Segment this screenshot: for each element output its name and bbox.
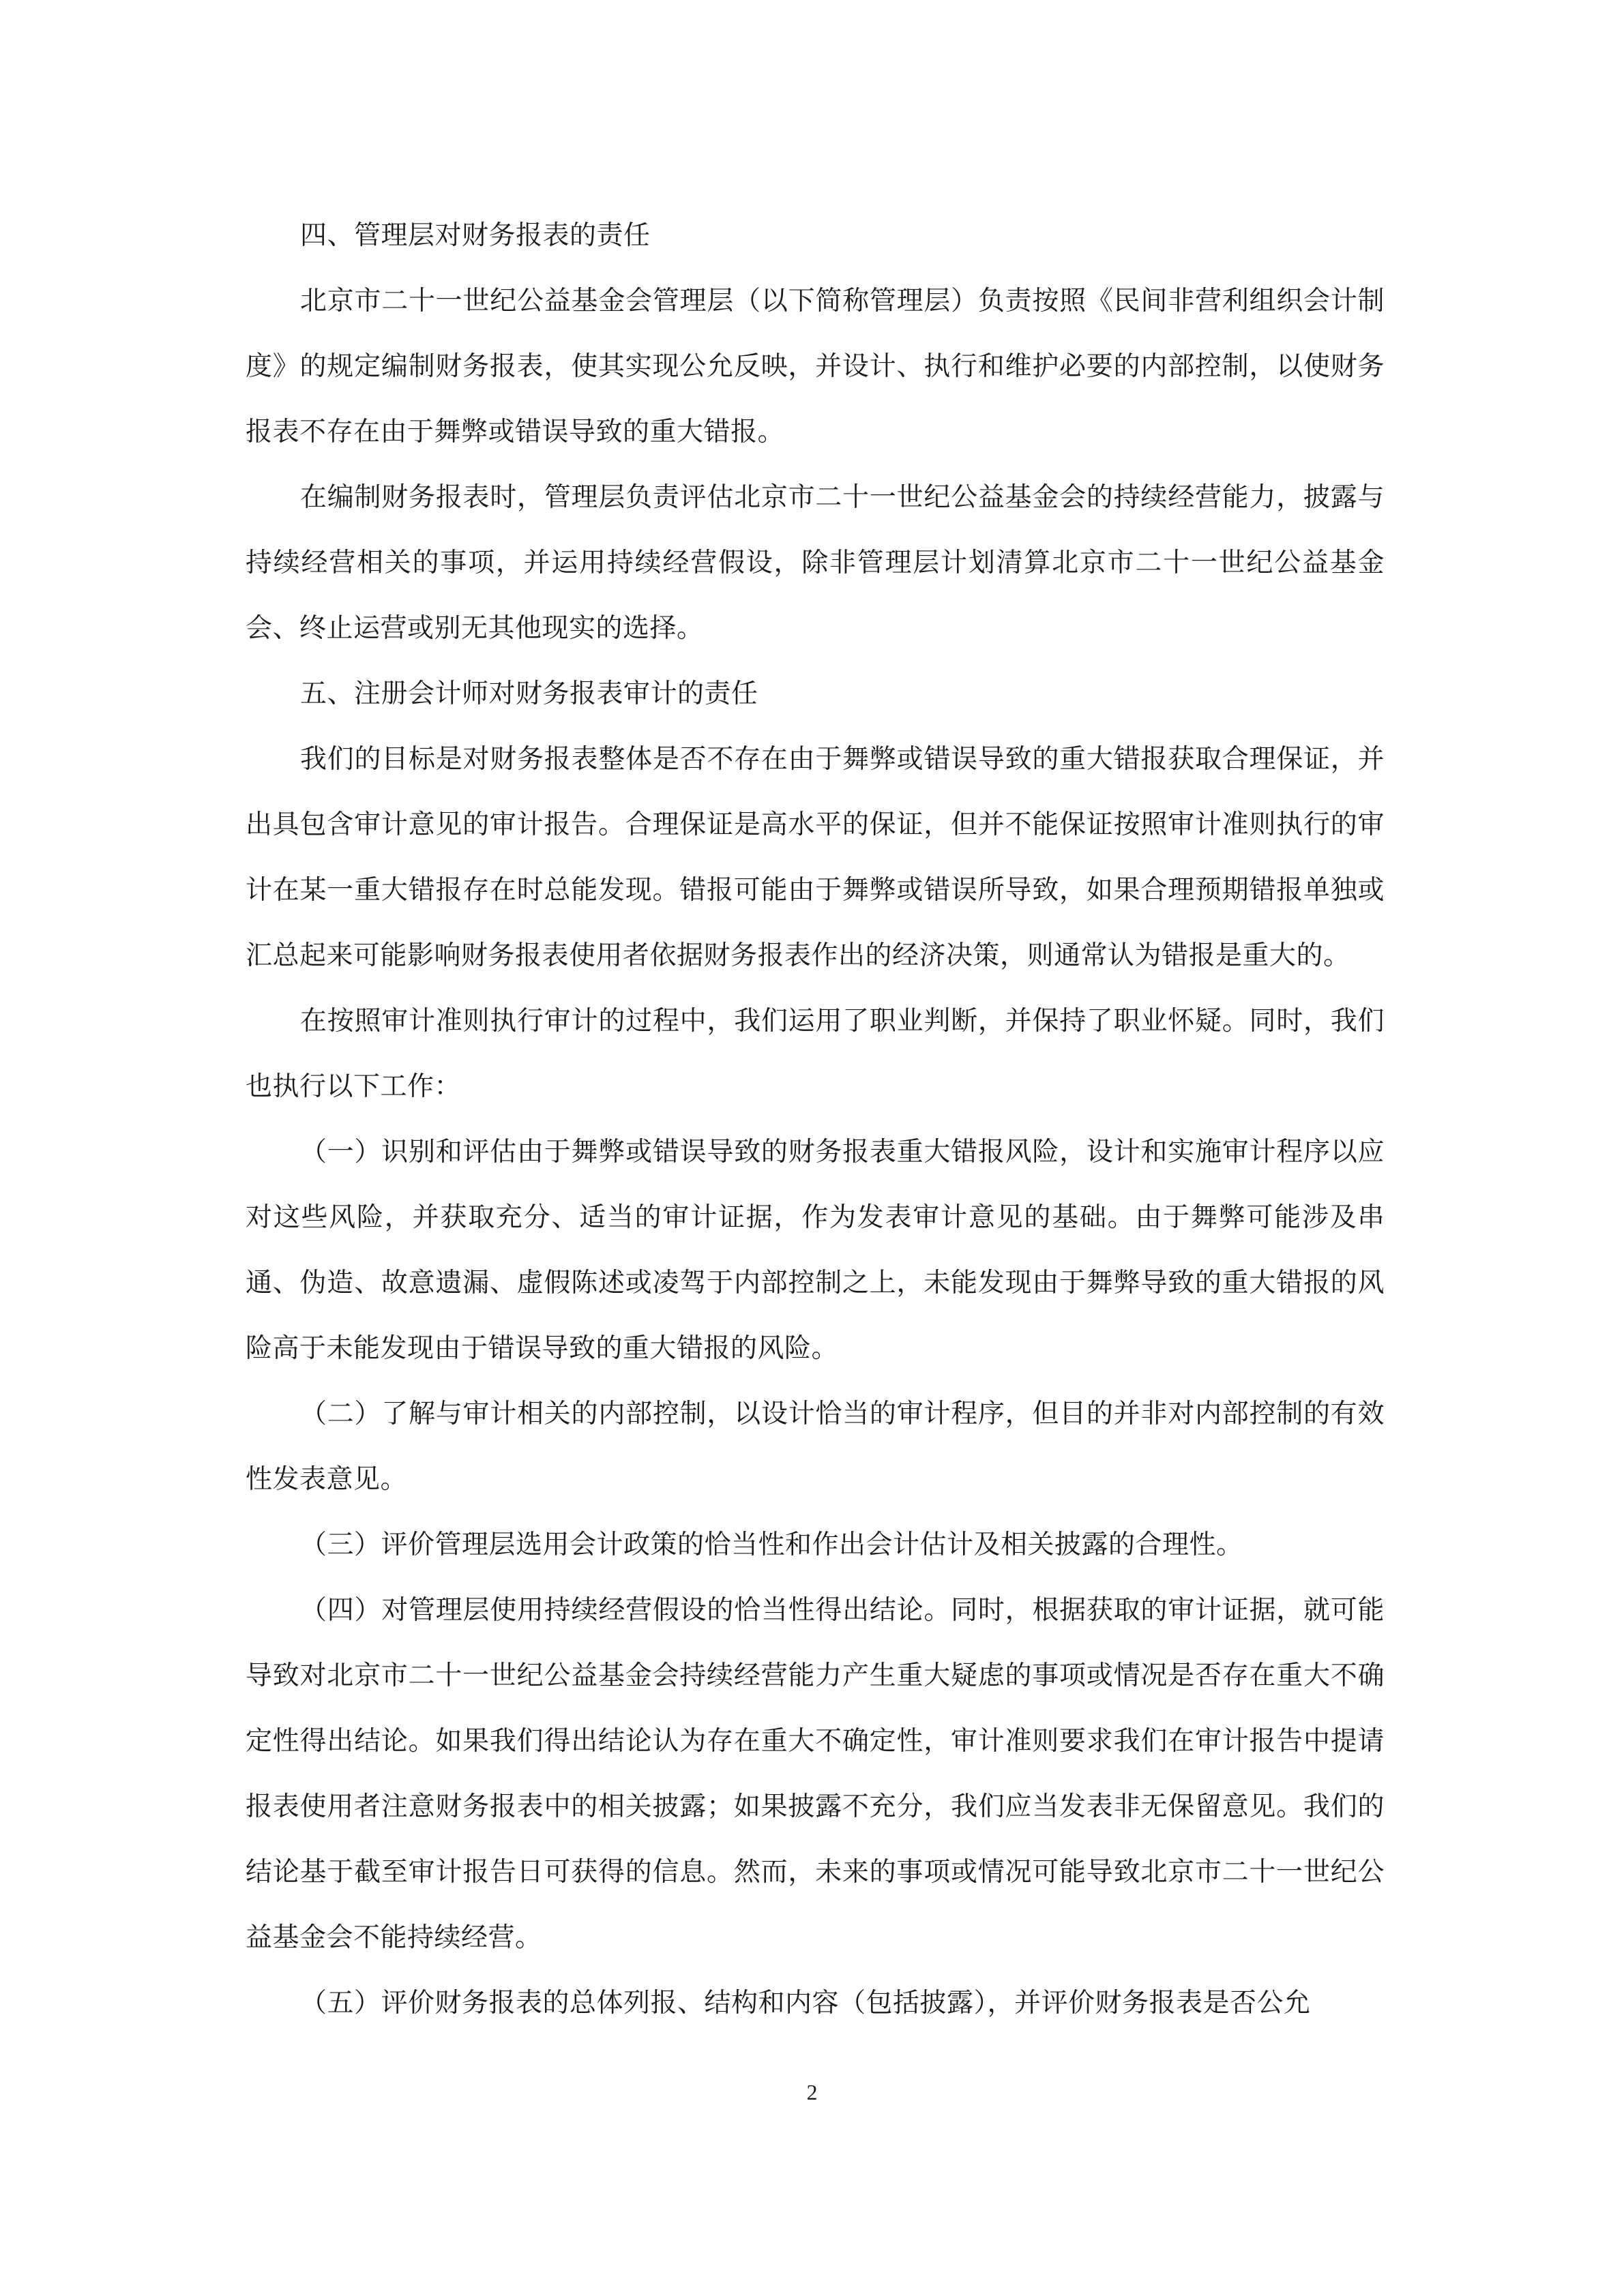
list-item-internal-control: （二）了解与审计相关的内部控制，以设计恰当的审计程序，但目的并非对内部控制的有效性发表意见。 bbox=[246, 1399, 1385, 1495]
paragraph-professional-judgment: 在按照审计准则执行审计的过程中，我们运用了职业判断，并保持了职业怀疑。同时，我们也执行以下工作： bbox=[246, 1006, 1385, 1102]
list-item-accounting-policies: （三）评价管理层选用会计政策的恰当性和作出会计估计及相关披露的合理性。 bbox=[300, 1530, 1243, 1560]
page-number: 2 bbox=[806, 2080, 818, 2104]
paragraph-going-concern-assessment: 在编制财务报表时，管理层负责评估北京市二十一世纪公益基金会的持续经营能力，披露与持续经营相关的事项，并运用持续经营假设，除非管理层计划清算北京市二十一世纪公益基金会、终止运营或别无其他现实的选择。 bbox=[246, 482, 1385, 644]
list-item-going-concern-conclusion: （四）对管理层使用持续经营假设的恰当性得出结论。同时，根据获取的审计证据，就可能导致对北京市二十一世纪公益基金会持续经营能力产生重大疑虑的事项或情况是否存在重大不确定性得出结论。如果我们得出结论认为存在重大不确定性，审计准则要求我们在审计报告中提请报表使用者注意财务报表中的相关披露；如果披露不充分，我们应当发表非无保留意见。我们的结论基于截至审计报告日可获得的信息。然而，未来的事项或情况可能导致北京市二十一世纪公益基金会不能持续经营。 bbox=[246, 1595, 1385, 1953]
paragraph-management-responsibility: 北京市二十一世纪公益基金会管理层（以下简称管理层）负责按照《民间非营利组织会计制度》的规定编制财务报表，使其实现公允反映，并设计、执行和维护必要的内部控制，以使财务报表不存在由于舞弊或错误导致的重大错报。 bbox=[246, 286, 1385, 447]
section-heading-auditor-responsibility: 五、注册会计师对财务报表审计的责任 bbox=[300, 679, 758, 709]
list-item-overall-presentation: （五）评价财务报表的总体列报、结构和内容（包括披露），并评价财务报表是否公允 bbox=[300, 1988, 1311, 2018]
list-item-identify-risks: （一）识别和评估由于舞弊或错误导致的财务报表重大错报风险，设计和实施审计程序以应对这些风险，并获取充分、适当的审计证据，作为发表审计意见的基础。由于舞弊可能涉及串通、伪造、故意遗漏、虚假陈述或凌驾于内部控制之上，未能发现由于舞弊导致的重大错报的风险高于未能发现由于错误导致的重大错报的风险。 bbox=[246, 1137, 1385, 1364]
paragraph-audit-objective: 我们的目标是对财务报表整体是否不存在由于舞弊或错误导致的重大错报获取合理保证，并出具包含审计意见的审计报告。合理保证是高水平的保证，但并不能保证按照审计准则执行的审计在某一重大错报存在时总能发现。错报可能由于舞弊或错误所导致，如果合理预期错报单独或汇总起来可能影响财务报表使用者依据财务报表作出的经济决策，则通常认为错报是重大的。 bbox=[246, 744, 1385, 971]
document-body bbox=[246, 203, 1385, 2036]
section-heading-management-responsibility: 四、管理层对财务报表的责任 bbox=[300, 220, 651, 251]
